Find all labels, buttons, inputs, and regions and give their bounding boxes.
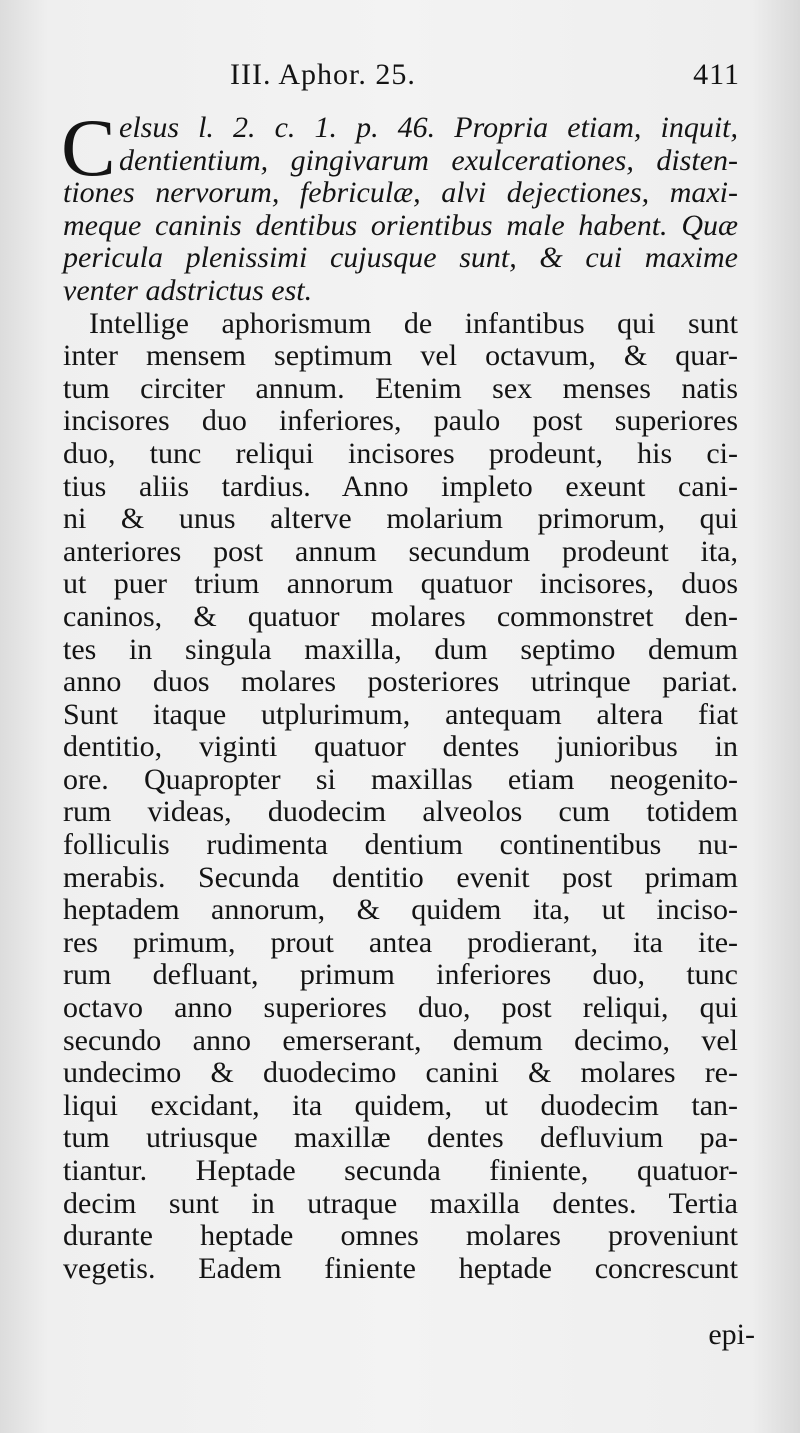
quote-line: tiones nervorum, febriculæ, alvi dejectiones, maxi- — [63, 176, 738, 210]
paragraph-line: decim sunt in utraque maxilla dentes. Tertia — [63, 1186, 738, 1220]
paragraph-line: Sunt itaque utplurimum, antequam altera fiat — [63, 697, 738, 731]
quote-line: meque caninis dentibus orientibus male habent. Quæ — [63, 208, 738, 242]
paragraph-line: tes in singula maxilla, dum septimo demum — [63, 632, 738, 666]
catchword: epi- — [708, 1318, 755, 1351]
paragraph-line: caninos, & quatuor molares commonstret den- — [63, 599, 738, 633]
paragraph-line: res primum, prout antea prodierant, ita ite- — [63, 925, 738, 959]
paragraph-line: anno duos molares posteriores utrinque pariat. — [63, 665, 738, 699]
paragraph-line: heptadem annorum, & quidem ita, ut inciso- — [63, 893, 738, 927]
paragraph-line: tius aliis tardius. Anno impleto exeunt cani- — [63, 469, 738, 503]
paragraph-line: tum circiter annum. Etenim sex menses natis — [63, 371, 738, 405]
paragraph-line: liqui excidant, ita quidem, ut duodecim tan- — [63, 1088, 738, 1122]
paragraph-line: ni & unus alterve molarium primorum, qui — [63, 502, 738, 536]
page-number: 411 — [693, 58, 740, 91]
paragraph-line: duo, tunc reliqui incisores prodeunt, his ci- — [63, 436, 738, 470]
quote-line: dentientium, gingivarum exulcerationes, disten- — [119, 143, 738, 177]
paragraph-line: undecimo & duodecimo canini & molares re- — [63, 1056, 738, 1090]
paragraph-line: folliculis rudimenta dentium continentibus nu- — [63, 828, 738, 862]
quote-line: elsus l. 2. c. 1. p. 46. Propria etiam, inquit, — [119, 111, 738, 144]
paragraph-line: Intellige aphorismum de infantibus qui sunt — [89, 306, 738, 340]
paragraph-line: ut puer trium annorum quatuor incisores, duos — [63, 567, 738, 601]
paragraph-line: octavo anno superiores duo, post reliqui, qui — [63, 991, 738, 1025]
paragraph-line: incisores duo inferiores, paulo post superiores — [63, 404, 738, 438]
paragraph-line: rum defluant, primum inferiores duo, tunc — [63, 958, 738, 992]
text-block — [63, 112, 738, 1285]
paragraph-line: ore. Quapropter si maxillas etiam neogenito- — [63, 762, 738, 796]
paragraph-line: dentitio, viginti quatuor dentes junioribus in — [63, 730, 738, 764]
paragraph-line: secundo anno emerserant, demum decimo, vel — [63, 1023, 738, 1057]
running-header — [230, 58, 740, 98]
paragraph-line: merabis. Secunda dentitio evenit post primam — [63, 860, 738, 894]
paragraph-line: tiantur. Heptade secunda finiente, quatuor- — [63, 1154, 738, 1187]
paragraph-line: rum videas, duodecim alveolos cum totidem — [63, 795, 738, 829]
quote-line: venter adstrictus est. — [63, 273, 313, 307]
paragraph-line: anteriores post annum secundum prodeunt ita, — [63, 534, 738, 568]
paragraph-line: inter mensem septimum vel octavum, & quar- — [63, 339, 738, 373]
running-head-title: III. Aphor. 25. — [230, 58, 416, 91]
quote-line: pericula plenissimi cujusque sunt, & cui maxime — [63, 241, 738, 275]
paragraph-line: vegetis. Eadem finiente heptade concrescunt — [63, 1251, 738, 1285]
paragraph-line: durante heptade omnes molares proveniunt — [63, 1219, 738, 1253]
drop-cap: C — [61, 102, 116, 193]
paragraph-line: tum utriusque maxillæ dentes defluvium pa- — [63, 1121, 738, 1155]
